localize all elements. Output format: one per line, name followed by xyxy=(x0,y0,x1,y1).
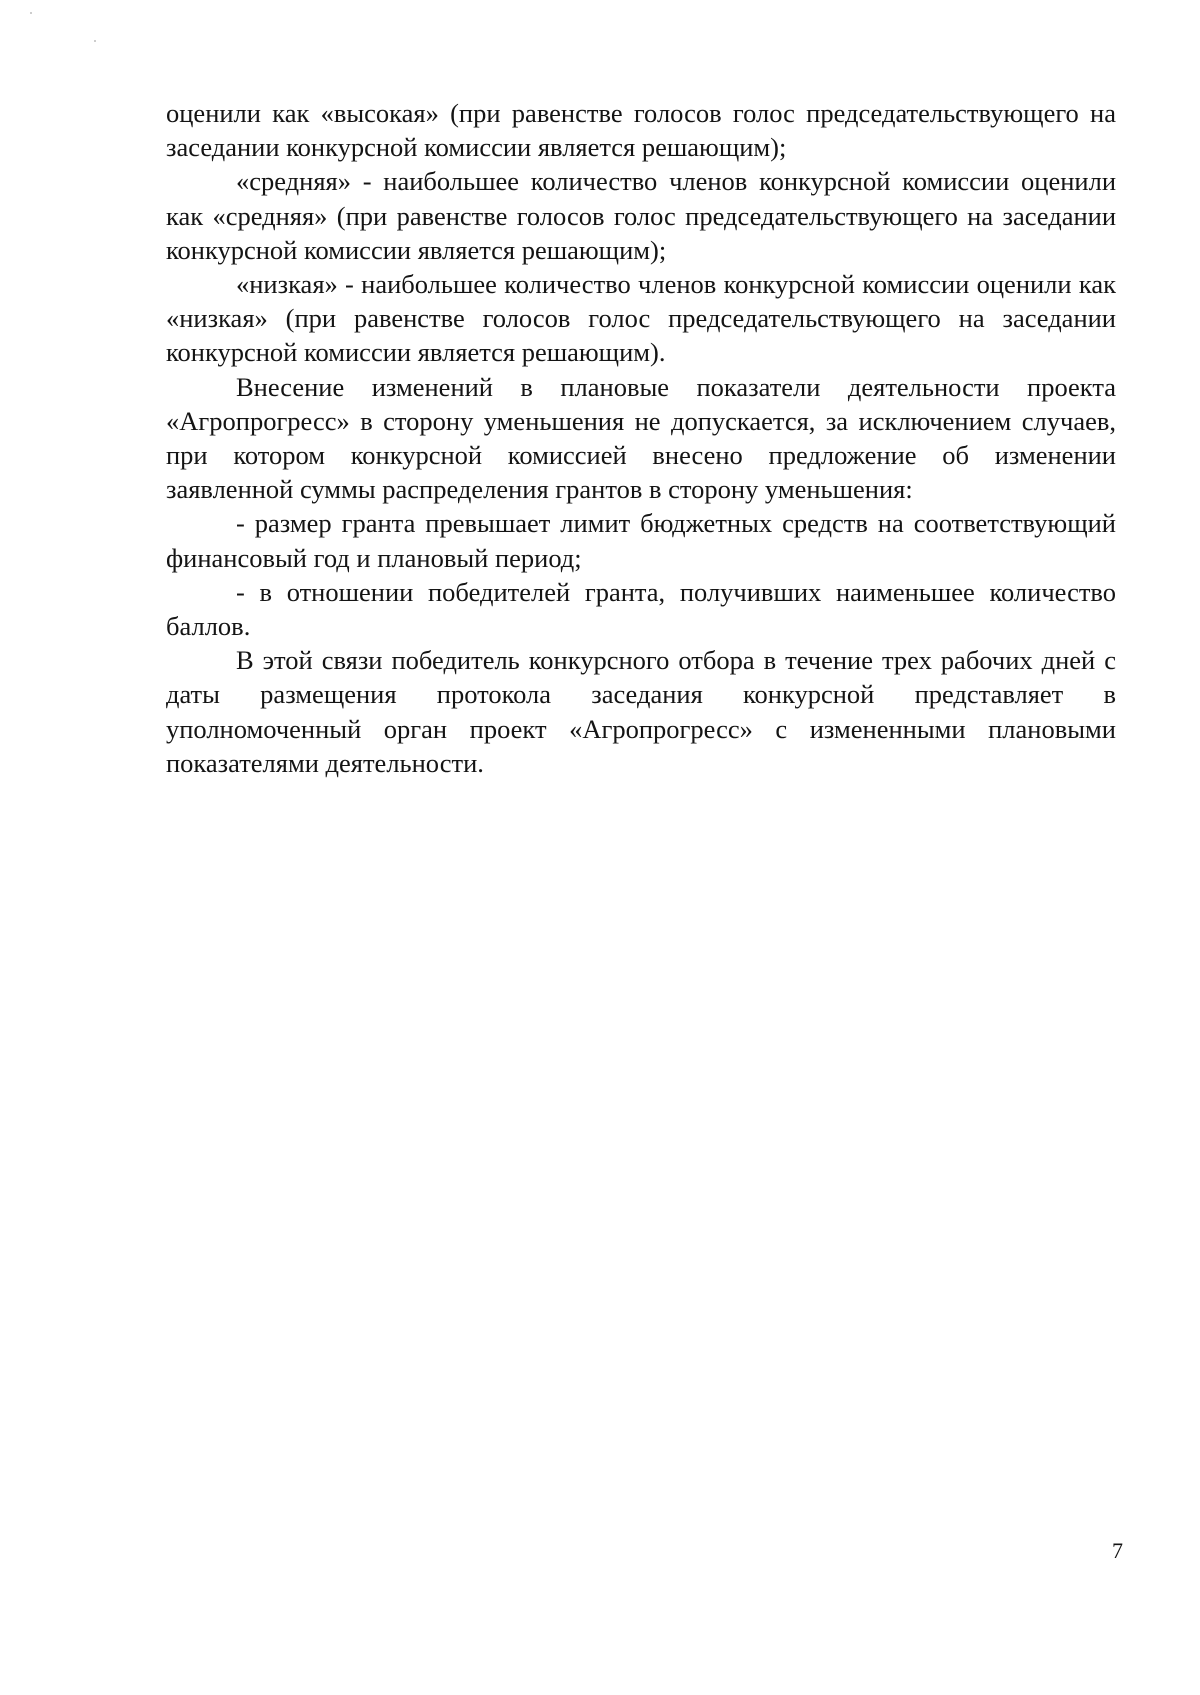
paragraph-low-rating: «низкая» - наибольшее количество членов конкурсной комиссии оценили как «низкая» (при равенстве голосов голос председательствующего на заседании конкурсной комиссии является решающим). xyxy=(166,269,1116,368)
paragraph-high-rating-continuation: оценили как «высокая» (при равенстве голосов голос председательствующего на заседании конкурсной комиссии является решающим); xyxy=(166,98,1116,163)
page-number: 7 xyxy=(1112,1538,1123,1563)
list-item-grant-exceeds-limit: - размер гранта превышает лимит бюджетных средств на соответствующий финансовый год и плановый период; xyxy=(166,508,1116,573)
paragraph-changes-to-indicators: Внесение изменений в плановые показатели деятельности проекта «Агропрогресс» в сторону уменьшения не допускается, за исключением случаев, при котором конкурсной комиссией внесено предложение об изменении заявленной суммы распределения грантов в сторону уменьшения: xyxy=(166,371,1116,505)
scan-speck xyxy=(94,40,96,42)
paragraph-winner-obligation: В этой связи победитель конкурсного отбора в течение трех рабочих дней с даты размещения протокола заседания конкурсной представляет в уполномоченный орган проект «Агропрогресс» с измененными плановыми показателями деятельности. xyxy=(166,645,1116,778)
list-item-lowest-score-winners: - в отношении победителей гранта, получивших наименьшее количество баллов. xyxy=(166,576,1116,642)
scan-speck xyxy=(30,12,32,14)
paragraph-medium-rating: «средняя» - наибольшее количество членов конкурсной комиссии оценили как «средняя» (при равенстве голосов голос председательствующего на заседании конкурсной комиссии является решающим); xyxy=(166,166,1116,265)
document-body xyxy=(166,96,1116,780)
